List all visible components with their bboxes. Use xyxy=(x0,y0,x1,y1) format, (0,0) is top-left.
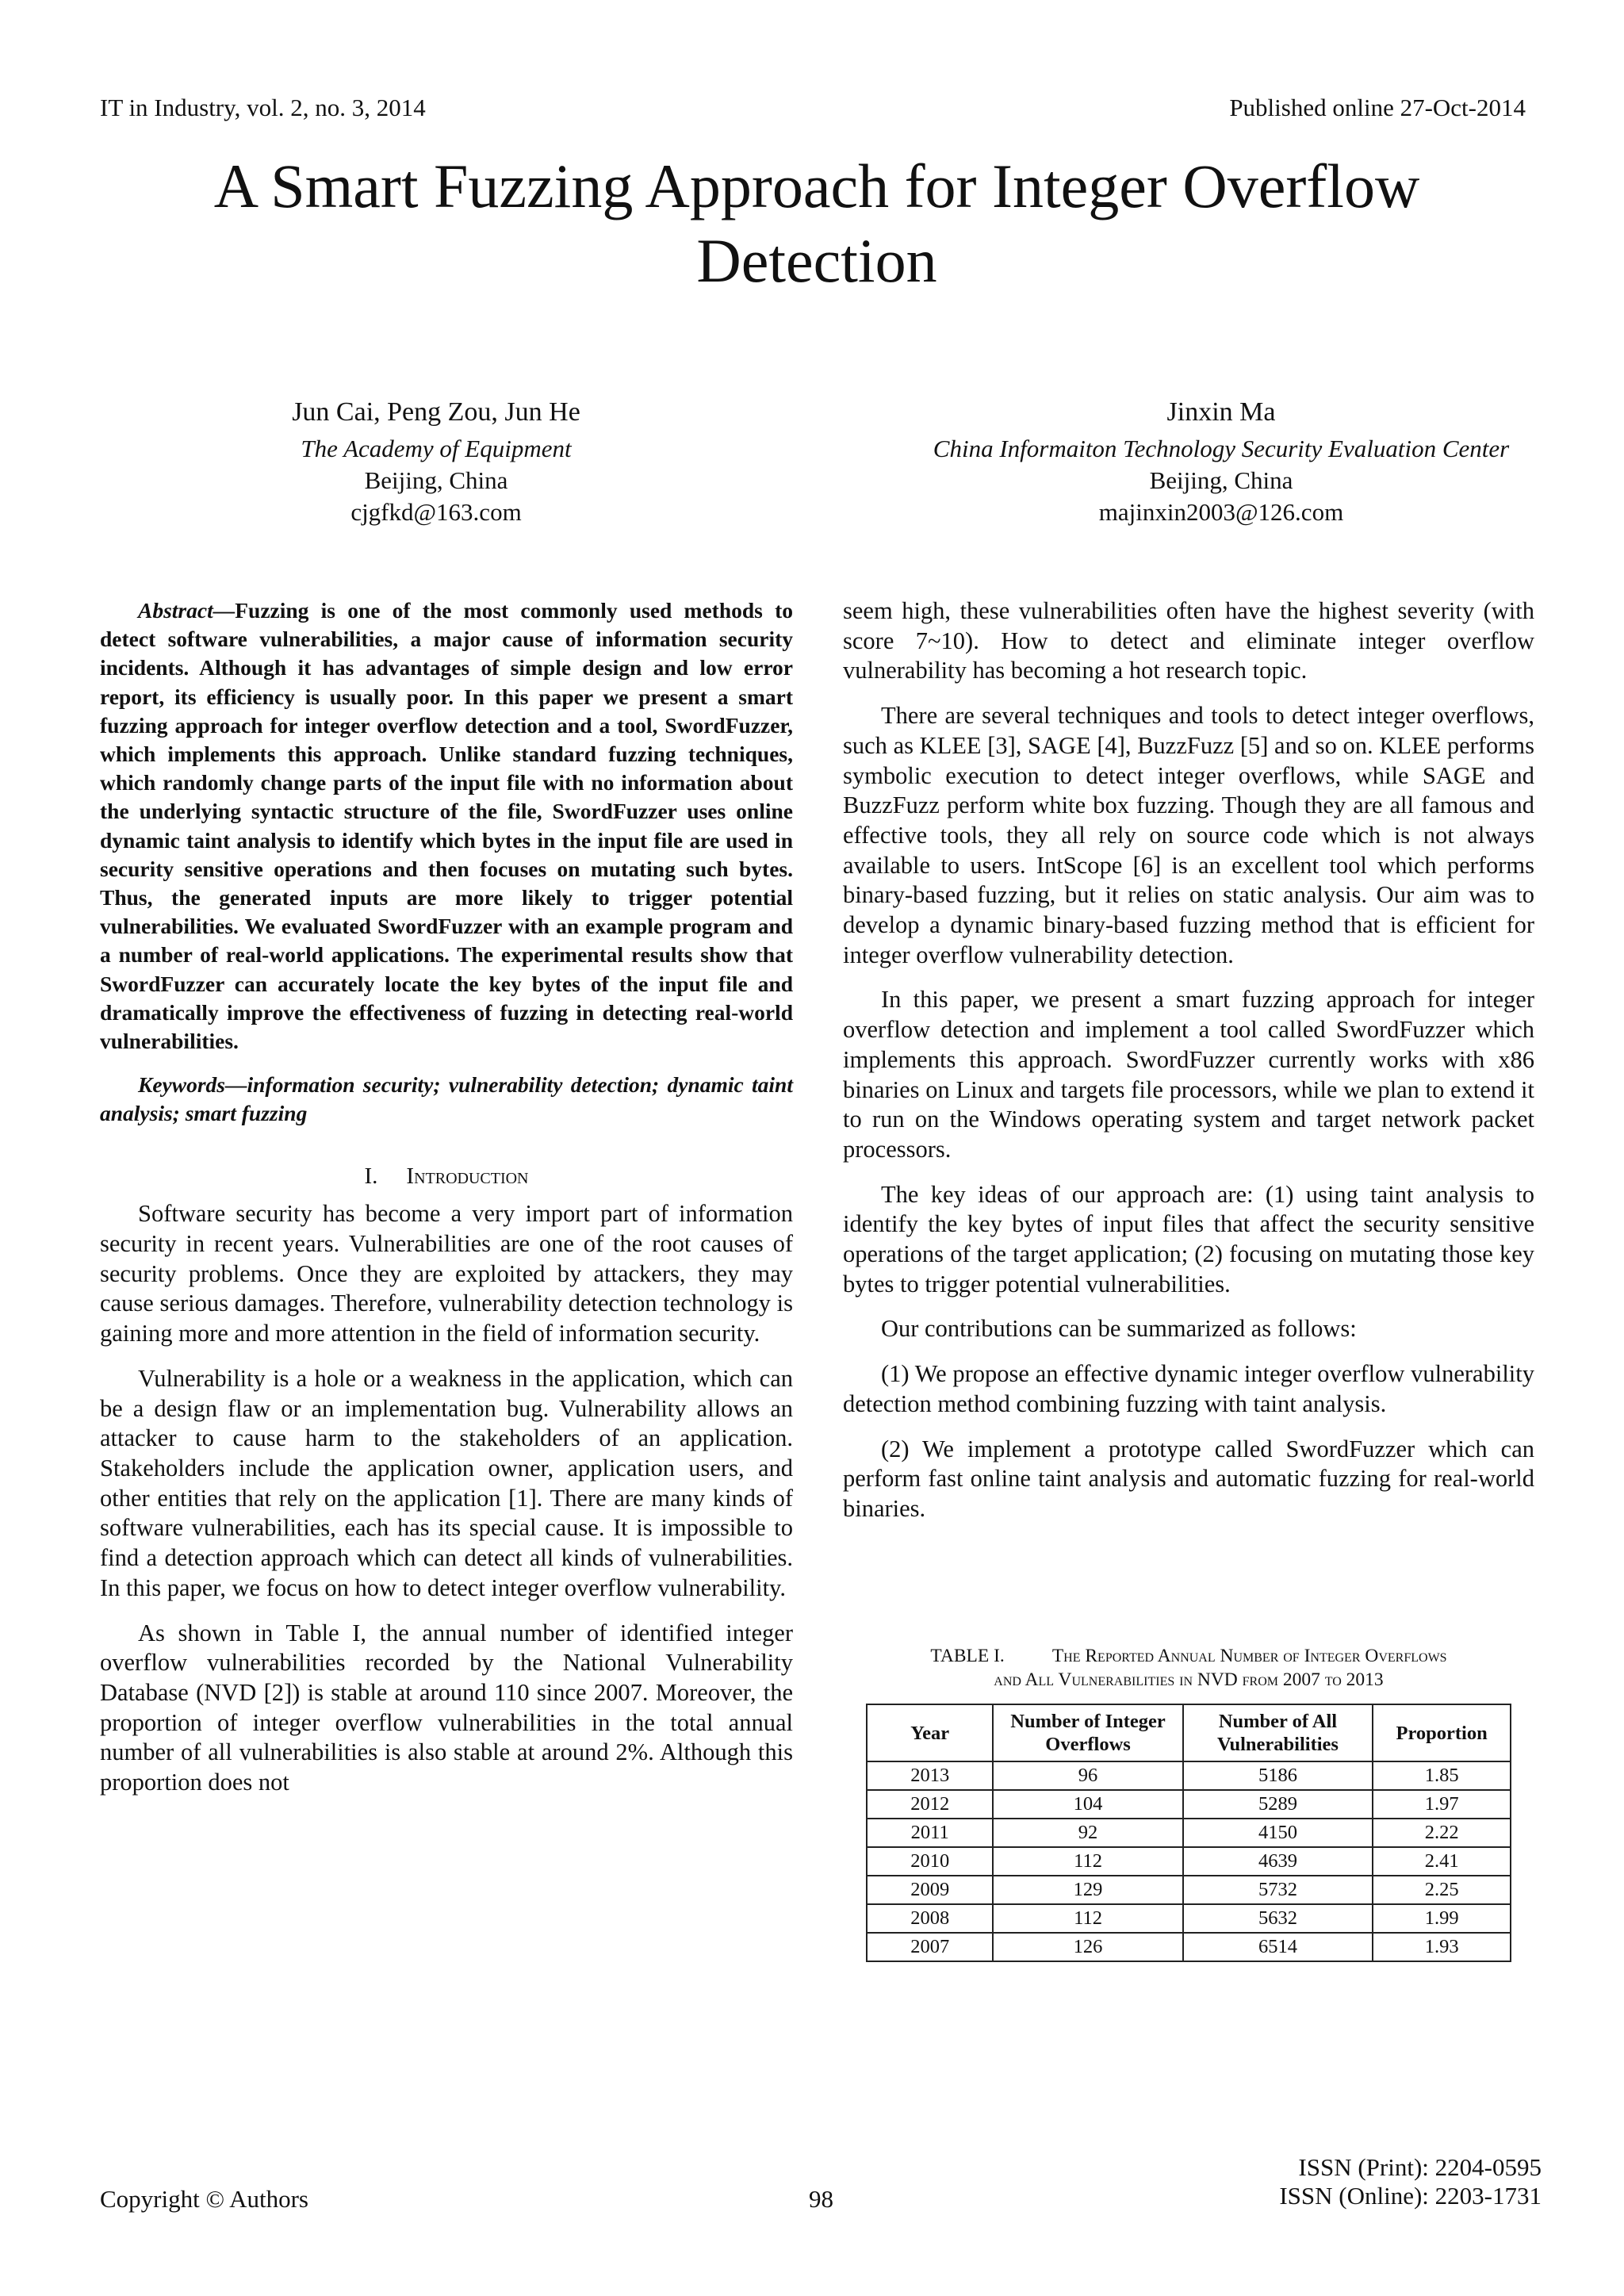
author-email: majinxin2003@126.com xyxy=(1098,498,1344,526)
table-cell: 2011 xyxy=(867,1819,993,1847)
table-cell: 2007 xyxy=(867,1933,993,1961)
table-cell: 5289 xyxy=(1183,1790,1373,1819)
table-cell: 129 xyxy=(993,1876,1182,1904)
table-cell: 2.25 xyxy=(1373,1876,1511,1904)
issn-online: ISSN (Online): 2203-1731 xyxy=(1279,2182,1542,2210)
table-cell: 92 xyxy=(993,1819,1182,1847)
right-paragraph-4: The key ideas of our approach are: (1) using taint analysis to identify the key bytes of input files that affect the security sensitive operations of the target application; (2) focusing on mutating those key bytes to trigger potential vulnerabilities. xyxy=(843,1180,1534,1297)
table-cell: 2.41 xyxy=(1373,1847,1511,1876)
author-names: Jun Cai, Peng Zou, Jun He xyxy=(292,397,580,427)
author-block-1 xyxy=(222,397,650,528)
table-cell: 2012 xyxy=(867,1790,993,1819)
table-cell: 1.85 xyxy=(1373,1761,1511,1790)
section-title: Introduction xyxy=(406,1163,529,1189)
intro-paragraph-1: Software security has become a very import part of information security in recent years. Vulnerabilities are one of the root causes of security problems. Once they are exploited by attackers, they may cause serious damages. Therefore, vulnerability detection technology is gaining more and more attention in the field of information security. xyxy=(100,1200,793,1347)
copyright: Copyright © Authors xyxy=(100,2185,308,2213)
table-header-cell: Number of All Vulnerabilities xyxy=(1183,1704,1373,1761)
table-row xyxy=(867,1904,1511,1933)
table-cell: 5732 xyxy=(1183,1876,1373,1904)
table-caption xyxy=(843,1644,1534,1692)
right-paragraph-1: seem high, these vulnerabilities often have the highest severity (with score 7~10). How to detect and eliminate integer overflow vulnerability has becoming a hot research topic. xyxy=(843,597,1534,684)
right-paragraph-5: Our contributions can be summarized as follows: xyxy=(881,1315,1357,1343)
table-cell: 1.99 xyxy=(1373,1904,1511,1933)
table-caption-line-2: and All Vulnerabilities in NVD from 2007 to 2013 xyxy=(994,1669,1384,1690)
author-names: Jinxin Ma xyxy=(1166,397,1276,427)
table-cell: 112 xyxy=(993,1847,1182,1876)
data-table xyxy=(866,1704,1511,1962)
table-row xyxy=(867,1876,1511,1904)
table-label: TABLE I. xyxy=(930,1646,1005,1666)
table-row xyxy=(867,1761,1511,1790)
journal-info: IT in Industry, vol. 2, no. 3, 2014 xyxy=(100,94,426,121)
author-affiliation: The Academy of Equipment xyxy=(301,435,572,462)
table-cell: 2009 xyxy=(867,1876,993,1904)
table-cell: 1.93 xyxy=(1373,1933,1511,1961)
table-header-cell: Year xyxy=(867,1704,993,1761)
keywords-text: information security; vulnerability detection; dynamic taint analysis; smart fuzzing xyxy=(100,1072,793,1126)
table-cell: 112 xyxy=(993,1904,1182,1933)
issn-print: ISSN (Print): 2204-0595 xyxy=(1298,2153,1542,2181)
section-number: I. xyxy=(364,1163,378,1189)
table-row xyxy=(867,1933,1511,1961)
table-cell: 4150 xyxy=(1183,1819,1373,1847)
issn-block xyxy=(1279,2153,1542,2210)
author-location: Beijing, China xyxy=(1149,466,1293,494)
abstract xyxy=(100,596,793,1056)
right-paragraph-2: There are several techniques and tools to detect integer overflows, such as KLEE [3], SAGE [4], BuzzFuzz [5] and so on. KLEE performs symbolic execution to detect integer overflows, while SAGE and BuzzFuzz perform white box fuzzing. Though they are all famous and effective tools, they all rely on source code which is not always available to users. IntScope [6] is an excellent tool which performs binary-based fuzzing, but it relies on static analysis. Our aim was to develop a dynamic binary-based fuzzing method that is efficient for integer overflow vulnerability detection. xyxy=(843,702,1534,968)
table-row xyxy=(867,1847,1511,1876)
table-cell: 2.22 xyxy=(1373,1819,1511,1847)
paper-title: A Smart Fuzzing Approach for Integer Overflow Detection xyxy=(213,151,1420,295)
page-number: 98 xyxy=(809,2185,833,2213)
table-header-cell: Number of Integer Overflows xyxy=(993,1704,1182,1761)
right-paragraph-3: In this paper, we present a smart fuzzing approach for integer overflow detection and implement a tool called SwordFuzzer which implements this approach. SwordFuzzer currently works with x86 binaries on Linux and targets file processors, while we plan to extend it to run on the Windows operating system and target network packet processors. xyxy=(843,986,1534,1163)
keywords-label: Keywords— xyxy=(138,1072,247,1098)
section-heading xyxy=(100,1162,793,1192)
table-caption-line-1: The Reported Annual Number of Integer Overflows xyxy=(1051,1646,1447,1666)
table-cell: 2013 xyxy=(867,1761,993,1790)
table-cell: 104 xyxy=(993,1790,1182,1819)
intro-paragraph-2: Vulnerability is a hole or a weakness in the application, which can be a design flaw or an implementation bug. Vulnerability allows an attacker to cause harm to the stakeholders of an application. Stakeholders include the application owner, application users, and other entities that rely on the application [1]. There are many kinds of software vulnerabilities, each has its special cause. It is impossible to find a detection approach which can detect all kinds of vulnerabilities. In this paper, we focus on how to detect integer overflow vulnerability. xyxy=(100,1364,793,1601)
author-block-2 xyxy=(872,397,1570,528)
right-column xyxy=(843,596,1534,1539)
keywords xyxy=(100,1071,793,1128)
published-date: Published online 27-Oct-2014 xyxy=(1229,94,1526,121)
abstract-text: Fuzzing is one of the most commonly used methods to detect software vulnerabilities, a major cause of information security incidents. Although it has advantages of simple design and low error report, its efficiency is usually poor. In this paper we present a smart fuzzing approach for integer overflow detection and a tool, SwordFuzzer, which implements this approach. Unlike standard fuzzing techniques, which randomly change parts of the input file with no information about the underlying syntactic structure of the file, SwordFuzzer uses online dynamic taint analysis to identify which bytes in the input file are used in security sensitive operations and then focuses on mutating such bytes. Thus, the generated inputs are more likely to trigger potential vulnerabilities. We evaluated SwordFuzzer with an example program and a number of real-world applications. The experimental results show that SwordFuzzer can accurately locate the key bytes of the input file and dramatically improve the effectiveness of fuzzing in detecting real-world vulnerabilities. xyxy=(100,598,793,1054)
table-cell: 5186 xyxy=(1183,1761,1373,1790)
intro-paragraph-3: As shown in Table I, the annual number of identified integer overflow vulnerabilities recorded by the National Vulnerability Database (NVD [2]) is stable at around 110 since 2007. Moreover, the proportion of integer overflow vulnerabilities in the total annual number of all vulnerabilities is also stable at around 2%. Although this proportion does not xyxy=(100,1619,793,1796)
table-container xyxy=(866,1704,1511,1962)
table-cell: 6514 xyxy=(1183,1933,1373,1961)
table-cell: 4639 xyxy=(1183,1847,1373,1876)
author-location: Beijing, China xyxy=(364,466,508,494)
table-row xyxy=(867,1819,1511,1847)
table-cell: 1.97 xyxy=(1373,1790,1511,1819)
author-email: cjgfkd@163.com xyxy=(350,498,522,526)
right-paragraph-6: (1) We propose an effective dynamic integer overflow vulnerability detection method combining fuzzing with taint analysis. xyxy=(843,1360,1534,1417)
table-header-cell: Proportion xyxy=(1373,1704,1511,1761)
table-header-row xyxy=(867,1704,1511,1761)
author-affiliation: China Informaiton Technology Security Evaluation Center xyxy=(933,435,1510,462)
table-cell: 96 xyxy=(993,1761,1182,1790)
right-paragraph-7: (2) We implement a prototype called SwordFuzzer which can perform fast online taint analysis and automatic fuzzing for real-world binaries. xyxy=(843,1435,1534,1522)
table-cell: 2010 xyxy=(867,1847,993,1876)
abstract-label: Abstract— xyxy=(138,598,236,623)
table-cell: 2008 xyxy=(867,1904,993,1933)
left-column xyxy=(100,596,793,1813)
table-row xyxy=(867,1790,1511,1819)
table-cell: 126 xyxy=(993,1933,1182,1961)
table-cell: 5632 xyxy=(1183,1904,1373,1933)
